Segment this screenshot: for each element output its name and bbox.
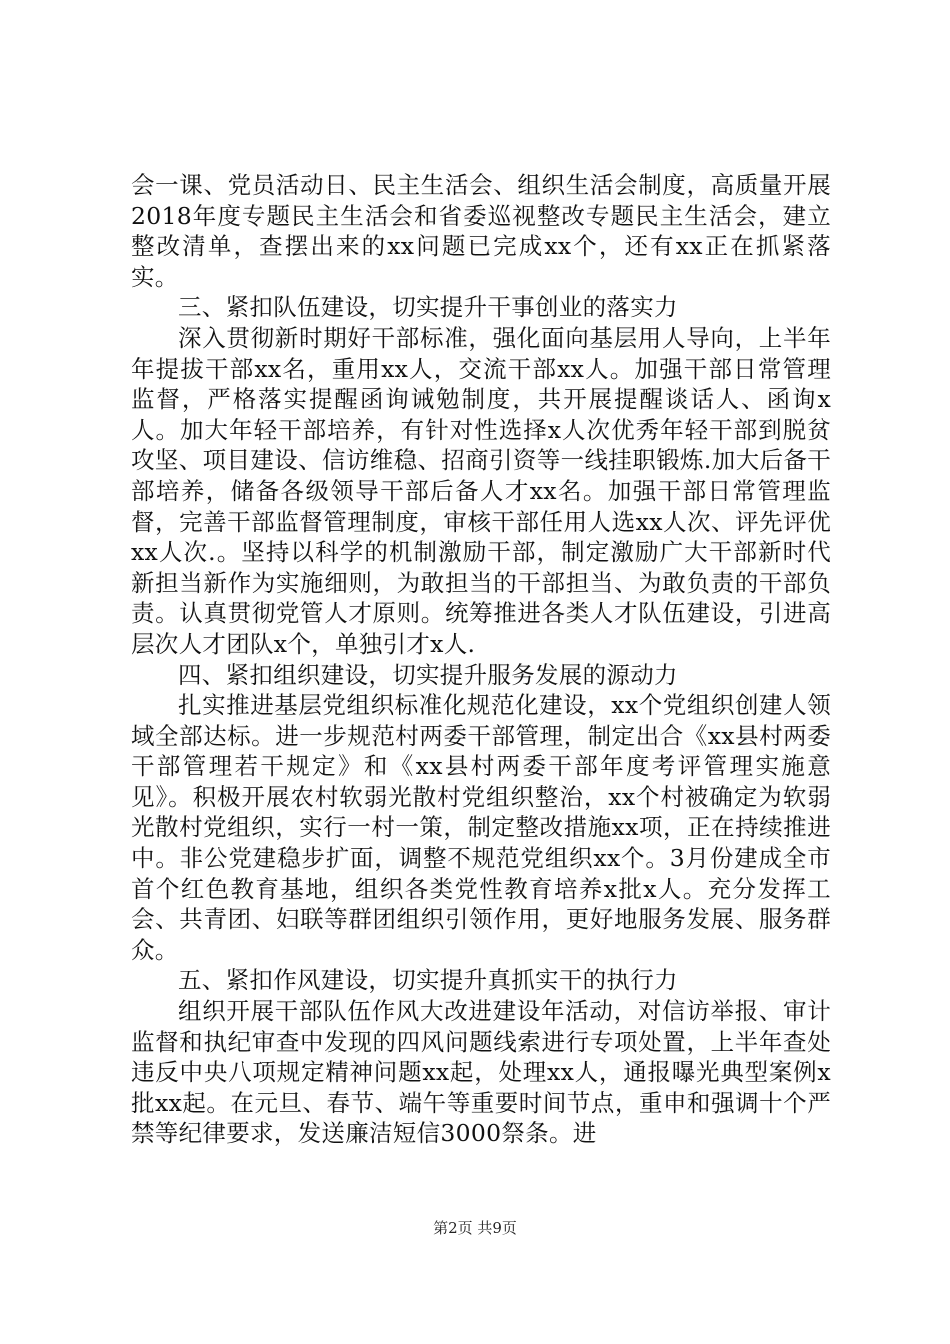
page-number-label: 第2页 共9页	[433, 1219, 517, 1237]
section-heading-five: 五、紧扣作风建设，切实提升真抓实干的执行力	[178, 966, 678, 995]
paragraph-team-building: 深入贯彻新时期好干部标准，强化面向基层用人导向，上半年年提拔干部xx名，重用xx人，交流干部xx人。加强干部日常管理监督，严格落实提醒函询诫勉制度，共开展提醒谈话人、函询x人。加大年轻干部培养，有针对性选择x人次优秀年轻干部到脱贫攻坚、项目建设、信访维稳、招商引资等一线挂职锻炼.加大后备干部培养，储备各级领导干部后备人才xx名。加强干部日常管理监督，完善干部监督管理制度，审核干部任用人选xx人次、评先评优xx人次.。坚持以科学的机制激励干部，制定激励广大干部新时代新担当新作为实施细则，为敢担当的干部担当、为敢负责的干部负责。认真贯彻党管人才原则。统筹推进各类人才队伍建设，引进高层次人才团队x个，单独引才x人.	[131, 323, 831, 658]
section-heading-four: 四、紧扣组织建设，切实提升服务发展的源动力	[178, 660, 678, 689]
paragraph-organization-building: 扎实推进基层党组织标准化规范化建设，xx个党组织创建人领域全部达标。进一步规范村两委干部管理，制定出合《xx县村两委干部管理若干规定》和《xx县村两委干部年度考评管理实施意见》。积极开展农村软弱光散村党组织整治，xx个村被确定为软弱光散村党组织，实行一村一策，制定整改措施xx项，正在持续推进中。非公党建稳步扩面，调整不规范党组织xx个。3月份建成全市首个红色教育基地，组织各类党性教育培养x批x人。充分发挥工会、共青团、妇联等群团组织引领作用，更好地服务发展、服务群众。	[131, 691, 831, 964]
section-heading-three: 三、紧扣队伍建设，切实提升干事创业的落实力	[178, 293, 678, 322]
paragraph-work-style: 组织开展干部队伍作风大改进建设年活动，对信访举报、审计监督和执纪审查中发现的四风问题线索进行专项处置，上半年查处违反中央八项规定精神问题xx起，处理xx人，通报曝光典型案例x批xx起。在元旦、春节、端午等重要时间节点，重申和强调十个严禁等纪律要求，发送廉洁短信3000祭条。进	[131, 997, 831, 1148]
document-body	[131, 170, 831, 1149]
paragraph-continuation: 会一课、党员活动日、民主生活会、组织生活会制度，高质量开展2018年度专题民主生活会和省委巡视整改专题民主生活会，建立整改清单，查摆出来的xx问题已完成xx个，还有xx正在抓紧落实。	[131, 171, 831, 291]
page-footer	[0, 1218, 950, 1238]
